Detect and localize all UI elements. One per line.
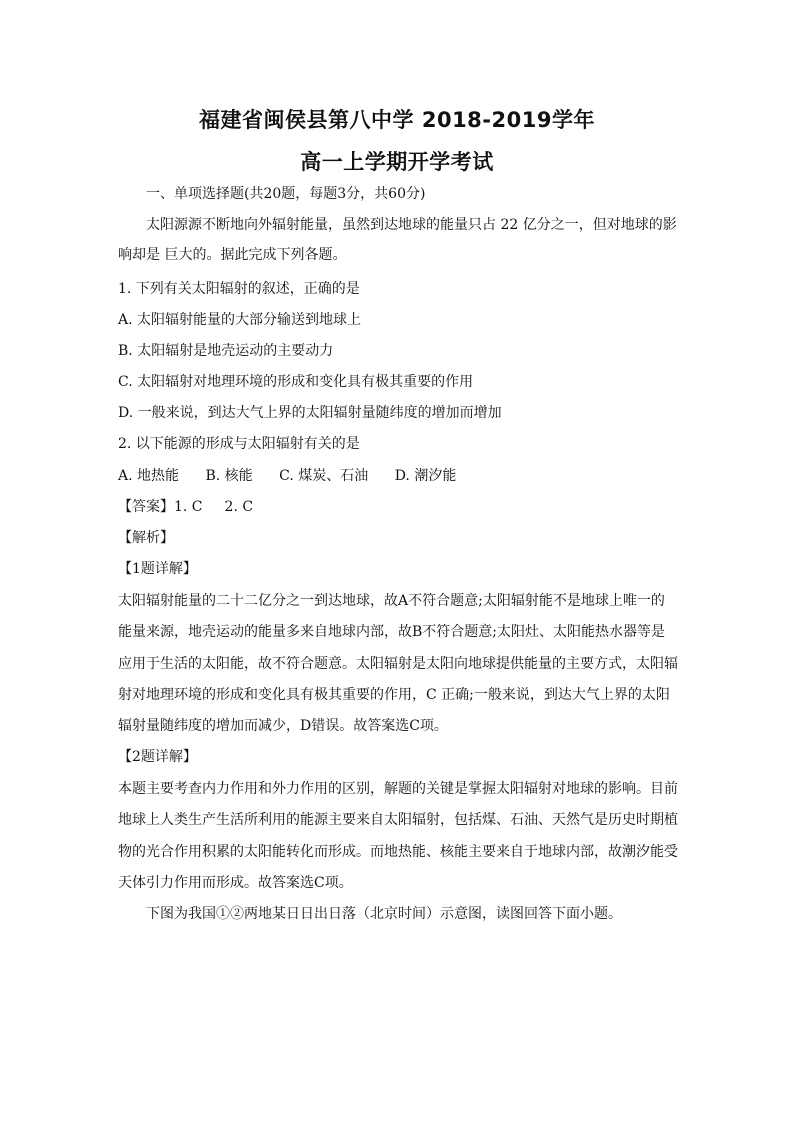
passage-line-2: 响却是 巨大的。据此完成下列各题。	[118, 247, 347, 263]
question-2-option-d: D. 潮汐能	[394, 468, 457, 484]
exam-title-line1: 福建省闽侯县第八中学 2018-2019学年	[199, 108, 595, 132]
question-2-option-a: A. 地热能	[118, 468, 180, 484]
answer-item-1: 1. C	[174, 499, 203, 515]
detail-1-line-4: 射对地理环境的形成和变化具有极其重要的作用，C 正确;一般来说，到达大气上界的太阳	[118, 687, 670, 703]
answer-item-2: 2. C	[224, 499, 254, 515]
exam-title-line2: 高一上学期开学考试	[300, 150, 494, 174]
question-1-stem: 1. 下列有关太阳辐射的叙述，正确的是	[118, 281, 360, 297]
answer-label: 【答案】	[118, 499, 174, 515]
question-1-option-b: B. 太阳辐射是地壳运动的主要动力	[118, 343, 334, 359]
question-2-option-b: B. 核能	[205, 468, 253, 484]
question-2-options	[118, 466, 678, 486]
answer-line	[118, 497, 678, 517]
question-2-option-c: C. 煤炭、石油	[279, 468, 369, 484]
detail-2-line-4: 天体引力作用而形成。故答案选C项。	[118, 875, 353, 891]
detail-1-label: 【1题详解】	[118, 561, 197, 577]
next-question-intro: 下图为我国①②两地某日日出日落（北京时间）示意图，读图回答下面小题。	[146, 906, 622, 922]
question-1-option-a: A. 太阳辐射能量的大部分输送到地球上	[118, 312, 362, 328]
detail-2-line-2: 地球上人类生产生活所利用的能源主要来自太阳辐射，包括煤、石油、天然气是历史时期植	[118, 812, 678, 828]
section-heading: 一、单项选择题(共20题，每题3分，共60分)	[146, 186, 426, 202]
detail-1-line-5: 辐射量随纬度的增加而减少，D错误。故答案选C项。	[118, 718, 448, 734]
detail-1-line-2: 能量来源，地壳运动的能量多来自地球内部，故B不符合题意;太阳灶、太阳能热水器等是	[118, 624, 666, 640]
question-2-stem: 2. 以下能源的形成与太阳辐射有关的是	[118, 436, 360, 452]
analysis-label: 【解析】	[118, 530, 174, 546]
question-1-option-d: D. 一般来说，到达大气上界的太阳辐射量随纬度的增加而增加	[118, 405, 502, 421]
question-1-option-c: C. 太阳辐射对地理环境的形成和变化具有极其重要的作用	[118, 374, 474, 390]
passage-line-1: 太阳源源不断地向外辐射能量，虽然到达地球的能量只占 22 亿分之一，但对地球的影	[146, 217, 677, 233]
detail-2-line-1: 本题主要考查内力作用和外力作用的区别，解题的关键是掌握太阳辐射对地球的影响。目前	[118, 781, 678, 797]
detail-1-line-1: 太阳辐射能量的二十二亿分之一到达地球，故A不符合题意;太阳辐射能不是地球上唯一的	[118, 593, 665, 609]
detail-1-line-3: 应用于生活的太阳能，故不符合题意。太阳辐射是太阳向地球提供能量的主要方式，太阳辐	[118, 656, 678, 672]
detail-2-label: 【2题详解】	[118, 749, 197, 765]
detail-2-line-3: 物的光合作用积累的太阳能转化而形成。而地热能、核能主要来自于地球内部，故潮汐能受	[118, 844, 678, 860]
